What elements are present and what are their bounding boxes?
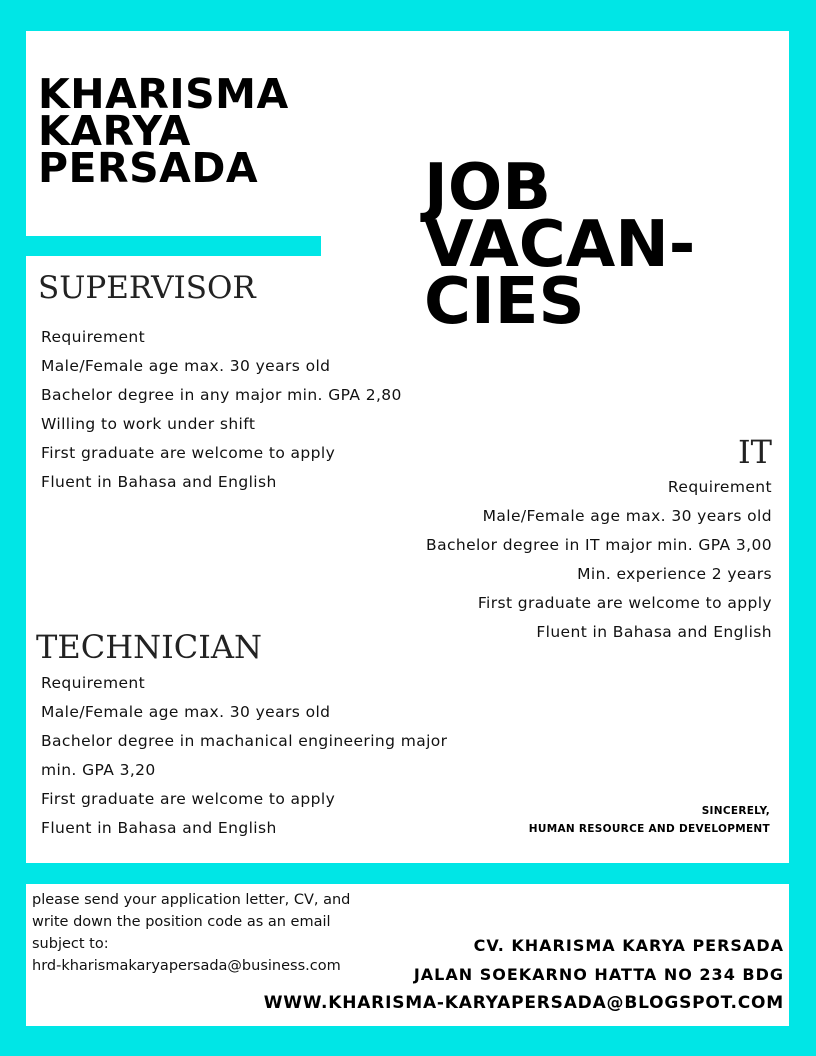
hero-title-line: VACAN- — [424, 208, 696, 282]
supervisor-requirements — [41, 323, 402, 497]
requirement-item: First graduate are welcome to apply — [41, 790, 336, 808]
requirement-item: Male/Female age max. 30 years old — [41, 703, 331, 721]
requirement-item: Bachelor degree in IT major min. GPA 3,00 — [426, 536, 772, 554]
technician-requirements — [41, 669, 447, 843]
it-title: IT — [738, 433, 772, 471]
company-name-line: PERSADA — [38, 144, 259, 192]
it-requirements — [426, 473, 772, 647]
hero-title — [424, 151, 696, 339]
contact-website: WWW.KHARISMA-KARYAPERSADA@BLOGSPOT.COM — [263, 993, 784, 1013]
company-name-line: KARYA — [38, 107, 191, 155]
requirement-item: Male/Female age max. 30 years old — [482, 507, 772, 525]
requirement-item: Willing to work under shift — [41, 415, 256, 433]
requirement-item: Requirement — [667, 478, 772, 496]
requirement-item: Fluent in Bahasa and English — [41, 819, 277, 837]
application-email: hrd-kharismakaryapersada@business.com — [32, 958, 341, 974]
contact-company: CV. KHARISMA KARYA PERSADA — [473, 936, 784, 955]
accent-bar — [26, 236, 321, 256]
company-name — [38, 70, 289, 192]
requirement-item: Requirement — [41, 328, 146, 346]
signoff — [529, 802, 770, 838]
contact-block — [264, 931, 784, 1018]
requirement-item: Fluent in Bahasa and English — [536, 623, 772, 641]
requirement-item: First graduate are welcome to apply — [477, 594, 772, 612]
hero-title-line: CIES — [424, 265, 585, 339]
requirement-item: min. GPA 3,20 — [41, 761, 156, 779]
instructions-line: subject to: — [32, 936, 109, 952]
technician-title: TECHNICIAN — [36, 628, 262, 666]
requirement-item: Bachelor degree in machanical engineering major — [41, 732, 448, 750]
contact-address: JALAN SOEKARNO HATTA NO 234 BDG — [413, 965, 784, 984]
requirement-item: Fluent in Bahasa and English — [41, 473, 277, 491]
instructions-line: write down the position code as an email — [32, 914, 331, 930]
requirement-item: Requirement — [41, 674, 146, 692]
supervisor-title: SUPERVISOR — [38, 270, 256, 306]
instructions-line: please send your application letter, CV, and — [32, 892, 351, 908]
hero-title-line: JOB — [424, 151, 551, 225]
company-name-line: KHARISMA — [38, 70, 289, 118]
requirement-item: Male/Female age max. 30 years old — [41, 357, 331, 375]
requirement-item: First graduate are welcome to apply — [41, 444, 336, 462]
requirement-item: Bachelor degree in any major min. GPA 2,80 — [41, 386, 402, 404]
signoff-department: HUMAN RESOURCE AND DEVELOPMENT — [528, 823, 770, 835]
signoff-sincerely: SINCERELY, — [701, 805, 770, 817]
requirement-item: Min. experience 2 years — [577, 565, 772, 583]
